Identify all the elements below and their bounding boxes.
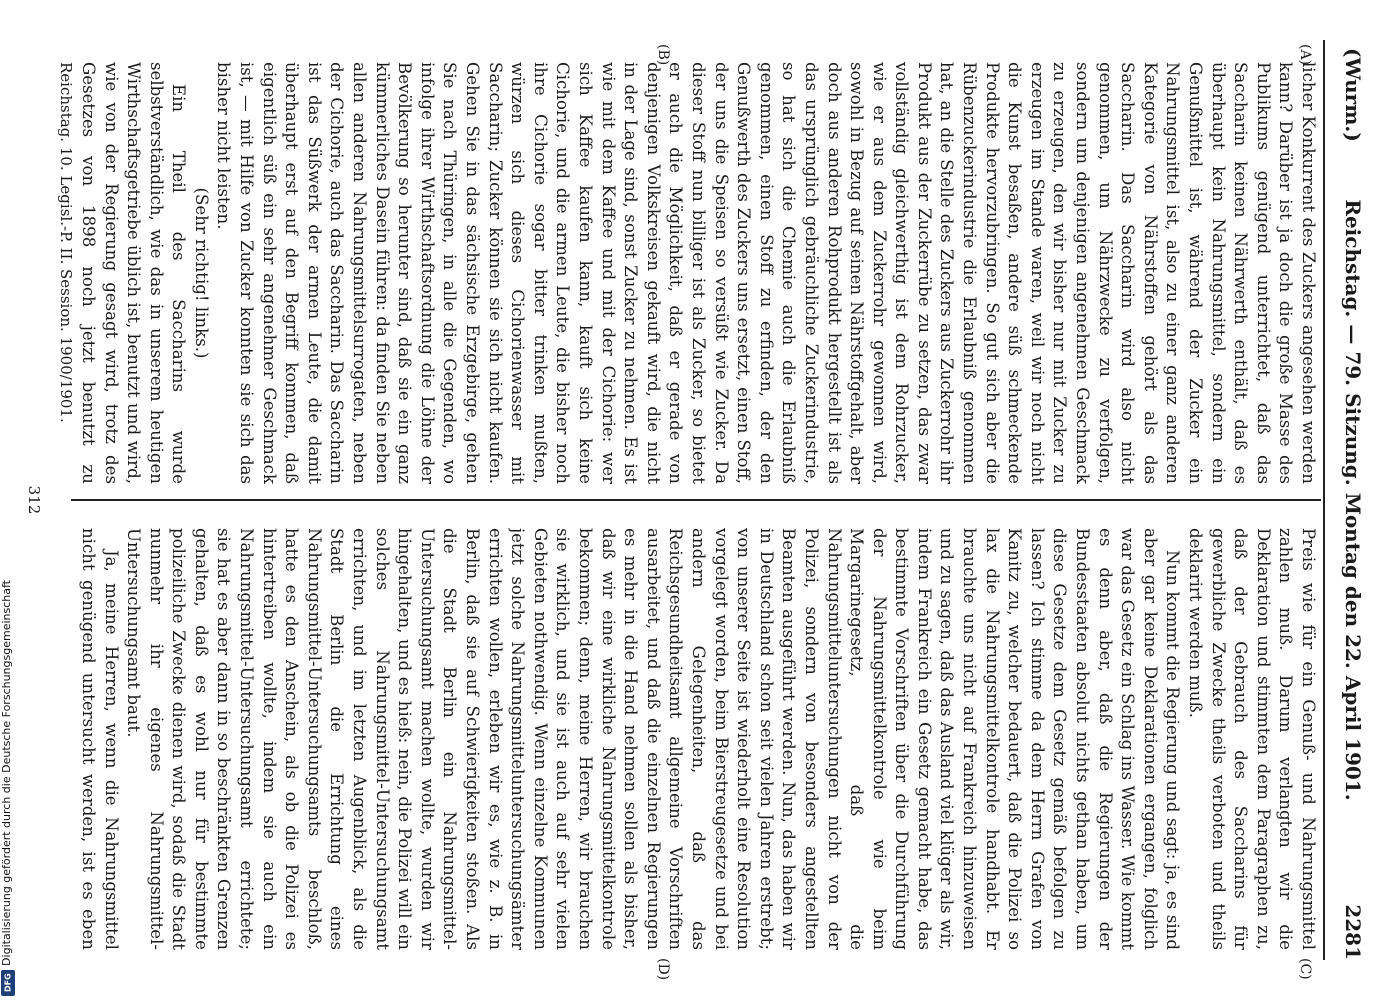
left-text-column xyxy=(79,62,1319,484)
dfg-logo: DFG xyxy=(1,970,15,996)
paragraph: Nun kommt die Regierung und sagt: ja, es sind aber gar keine Deklarationen ergangen, folglich war das Gesetz ein Schlag ins Wasser. Wie kommt es denn aber, daß die Regierungen der Bundesstaaten absolut nichts gethan haben, um diese Gesetze dem Gesetz gemäß befolgen zu lassen? Ich stimme da dem Herrn Grafen von Kanitz zu, welcher bedauert, daß die Polizei so lax die Nahrungsmittelkontrole handhabt. Er brauchte uns nicht auf Frankreich hinzuweisen und zu sagen, daß das Ausland viel klüger als wir, indem Frankreich ein Gesetz gemacht habe, das bestimmte Vorschriften über die Durchführung der Nahrungsmittelkontrole wie beim Margarinegesetz, daß die Nahrungsmitteluntersuchungen nicht von der Polizei, sondern von besonders angestellten Beamten ausgeführt werden. Nun, das haben wir in Deutschland schon seit vielen Jahren erstrebt; von unserer Seite ist wiederholt eine Resolution vorgelegt worden, beim Bierstreugesetze und bei andern Gelegenheiten, daß das Reichsgesundheitsamt allgemeine Vorschriften ausarbeitet, und daß die einzelnen Regierungen es mehr in die Hand nehmen sollen als bisher, daß wir eine wirkliche Nahrungsmittelkontrole bekommen; denn, meine Herren, wir brauchen sie wirklich, und sie ist auch auf sehr vielen Gebieten nothwendig. Wenn einzelne Kommunen jetzt solche Nahrungsmitteluntersuchungsämter errichten wollen, erleben wir es, wie z. B. in Berlin, daß sie auf Schwierigkeiten stoßen. Als die Stadt Berlin ein Nahrungsmittel-Untersuchungsamt machen wollte, wurden wir hingehalten, und es hieß: nein, die Polizei will ein solches Nahrungsmittel-Untersuchungsamt errichten, und im letzten Augenblick, als die Stadt Berlin die Errichtung eines Nahrungsmittel-Untersuchungsamts beschloß, hatte es den Anschein, als ob die Polizei es hintertreiben wollte, indem sie auch ein Nahrungsmittel-Untersuchungsamt errichtete; sie hat es aber dann in so beschränkten Grenzen gehalten, daß es wohl nur für bestimmte polizeiliche Zwecke dienen wird, sodaß die Stadt nunmehr ihr eigenes Nahrungsmittel-Untersuchungsamt baut. xyxy=(124,528,1183,950)
paragraph: Ein Theil des Saccharins wurde selbstverständlich, wie das in unserem heutigen Wirthschaftsgetriebe üblich ist, benutzt und wird, wie von der Regierung gesagt wird, trotz des Gesetzes von 1898 noch jetzt benutzt zu xyxy=(79,62,189,484)
paragraph: licher Konkurrent des Zuckers angesehen werden kann? Darüber ist ja doch die große Masse des Publikums genügend unterrichtet, daß das Saccharin keinen Nährwerth enthält, daß es überhaupt kein Nahrungsmittel, sondern ein Genußmittel ist, während der Zucker ein Nahrungsmittel ist, also zu einer ganz anderen Kategorie von Nährstoffen gehört als das Saccharin. Das Saccharin wird also nicht genommen, um Nährzwecke zu verfolgen, sondern um denjenigen angenehmen Geschmack zu erzeugen, den wir bisher nur mit Zucker zu erzeugen im Stande waren, weil wir noch nicht die Kunst besaßen, andere süß schmeckende Produkte hervorzubringen. So gut sich aber die Rübenzuckerindustrie die Erlaubniß genommen hat, an die Stelle des Zuckers aus Zuckerrohr ihr Produkt aus der Zuckerrübe zu setzen, das zwar vollständig gleichwerthig ist dem Rohrzucker, wie er aus dem Zuckerrohr gewonnen wird, sowohl in Bezug auf seinen Nährstoffgehalt, aber doch aus anderen Rohprodukt hergestellt ist als das ursprünglich gebräuchliche Zuckerindustrie, so hat sich die Chemie auch die Erlaubniß genommen, einen Stoff zu erfinden, der den Genußwerth des Zuckers uns ersetzt, einen Stoff, der uns die Speisen so versüßt wie Zucker. Da dieser Stoff nun billiger ist als Zucker, so bietet er auch die Möglichkeit, daß er gerade von denjenigen Volkskreisen gekauft wird, die nicht in der Lage sind, sonst Zucker zu nehmen. Es ist wie mit dem Kaffee und mit der Cichorie: wer sich Kaffee kaufen kann, kauft sich keine Cichorie, und die armen Leute, die bisher noch ihre Cichorie sogar bitter trinken mußten, würzen sich dieses Cichorienwasser mit Saccharin; Zucker können sie sich nicht kaufen. Gehen Sie in das sächsische Erzgebirge, gehen Sie nach Thüringen, in alle die Gegenden, wo infolge ihrer Wirthschaftsordnung die Löhne der Bevölkerung so herunter sind, daß sie ein ganz kümmerliches Dasein führen: da finden Sie neben allen anderen Nahrungsmittelsurrogaten, neben der Cichorie, auch das Saccharin. Das Saccharin ist das Süßwerk der armen Leute, die damit überhaupt erst auf den Begriff kommen, daß eigentlich süß ein sehr angenehmer Geschmack ist, — mit Hilfe von Zucker konnten sie sich das bisher nicht leisten. xyxy=(214,62,1318,484)
right-text-column xyxy=(79,528,1319,950)
margin-mark-d: (D) xyxy=(655,958,671,981)
column-divider xyxy=(71,499,1321,501)
speaker-header: (Wurm.) xyxy=(1341,48,1365,142)
margin-mark-c: (C) xyxy=(1297,958,1313,980)
margin-mark-b: (B) xyxy=(655,44,671,66)
interjection: (Sehr richtig! links.) xyxy=(191,187,211,359)
paragraph: Ja, meine Herren, wenn die Nahrungsmittel nicht genügend untersucht werden, ist es eben xyxy=(79,528,121,950)
page-header-title: Reichstag. — 79. Sitzung. Montag den 22. April 1901. xyxy=(1341,199,1365,801)
page-number: 312 xyxy=(25,485,43,515)
margin-mark-a: (A) xyxy=(1297,44,1313,66)
digitization-credit: Digitalisierung gefördert durch die Deutsche Forschungsgemeinschaft xyxy=(0,580,13,966)
paragraph: Preis wie für ein Genuß- und Nahrungsmittel zahlen muß. Darum verlangten wir die Deklaration und stimmten dem Paragraphen zu, daß der Gebrauch des Saccharins für gewerbliche Zwecke theils verboten und theils deklarirt werden muß. xyxy=(1186,528,1318,950)
column-number: 2281 xyxy=(1341,904,1365,960)
session-footer: Reichstag. 10. Legisl.-P. II. Session. 1900/1901. xyxy=(57,62,75,423)
header-rule xyxy=(1323,40,1325,960)
